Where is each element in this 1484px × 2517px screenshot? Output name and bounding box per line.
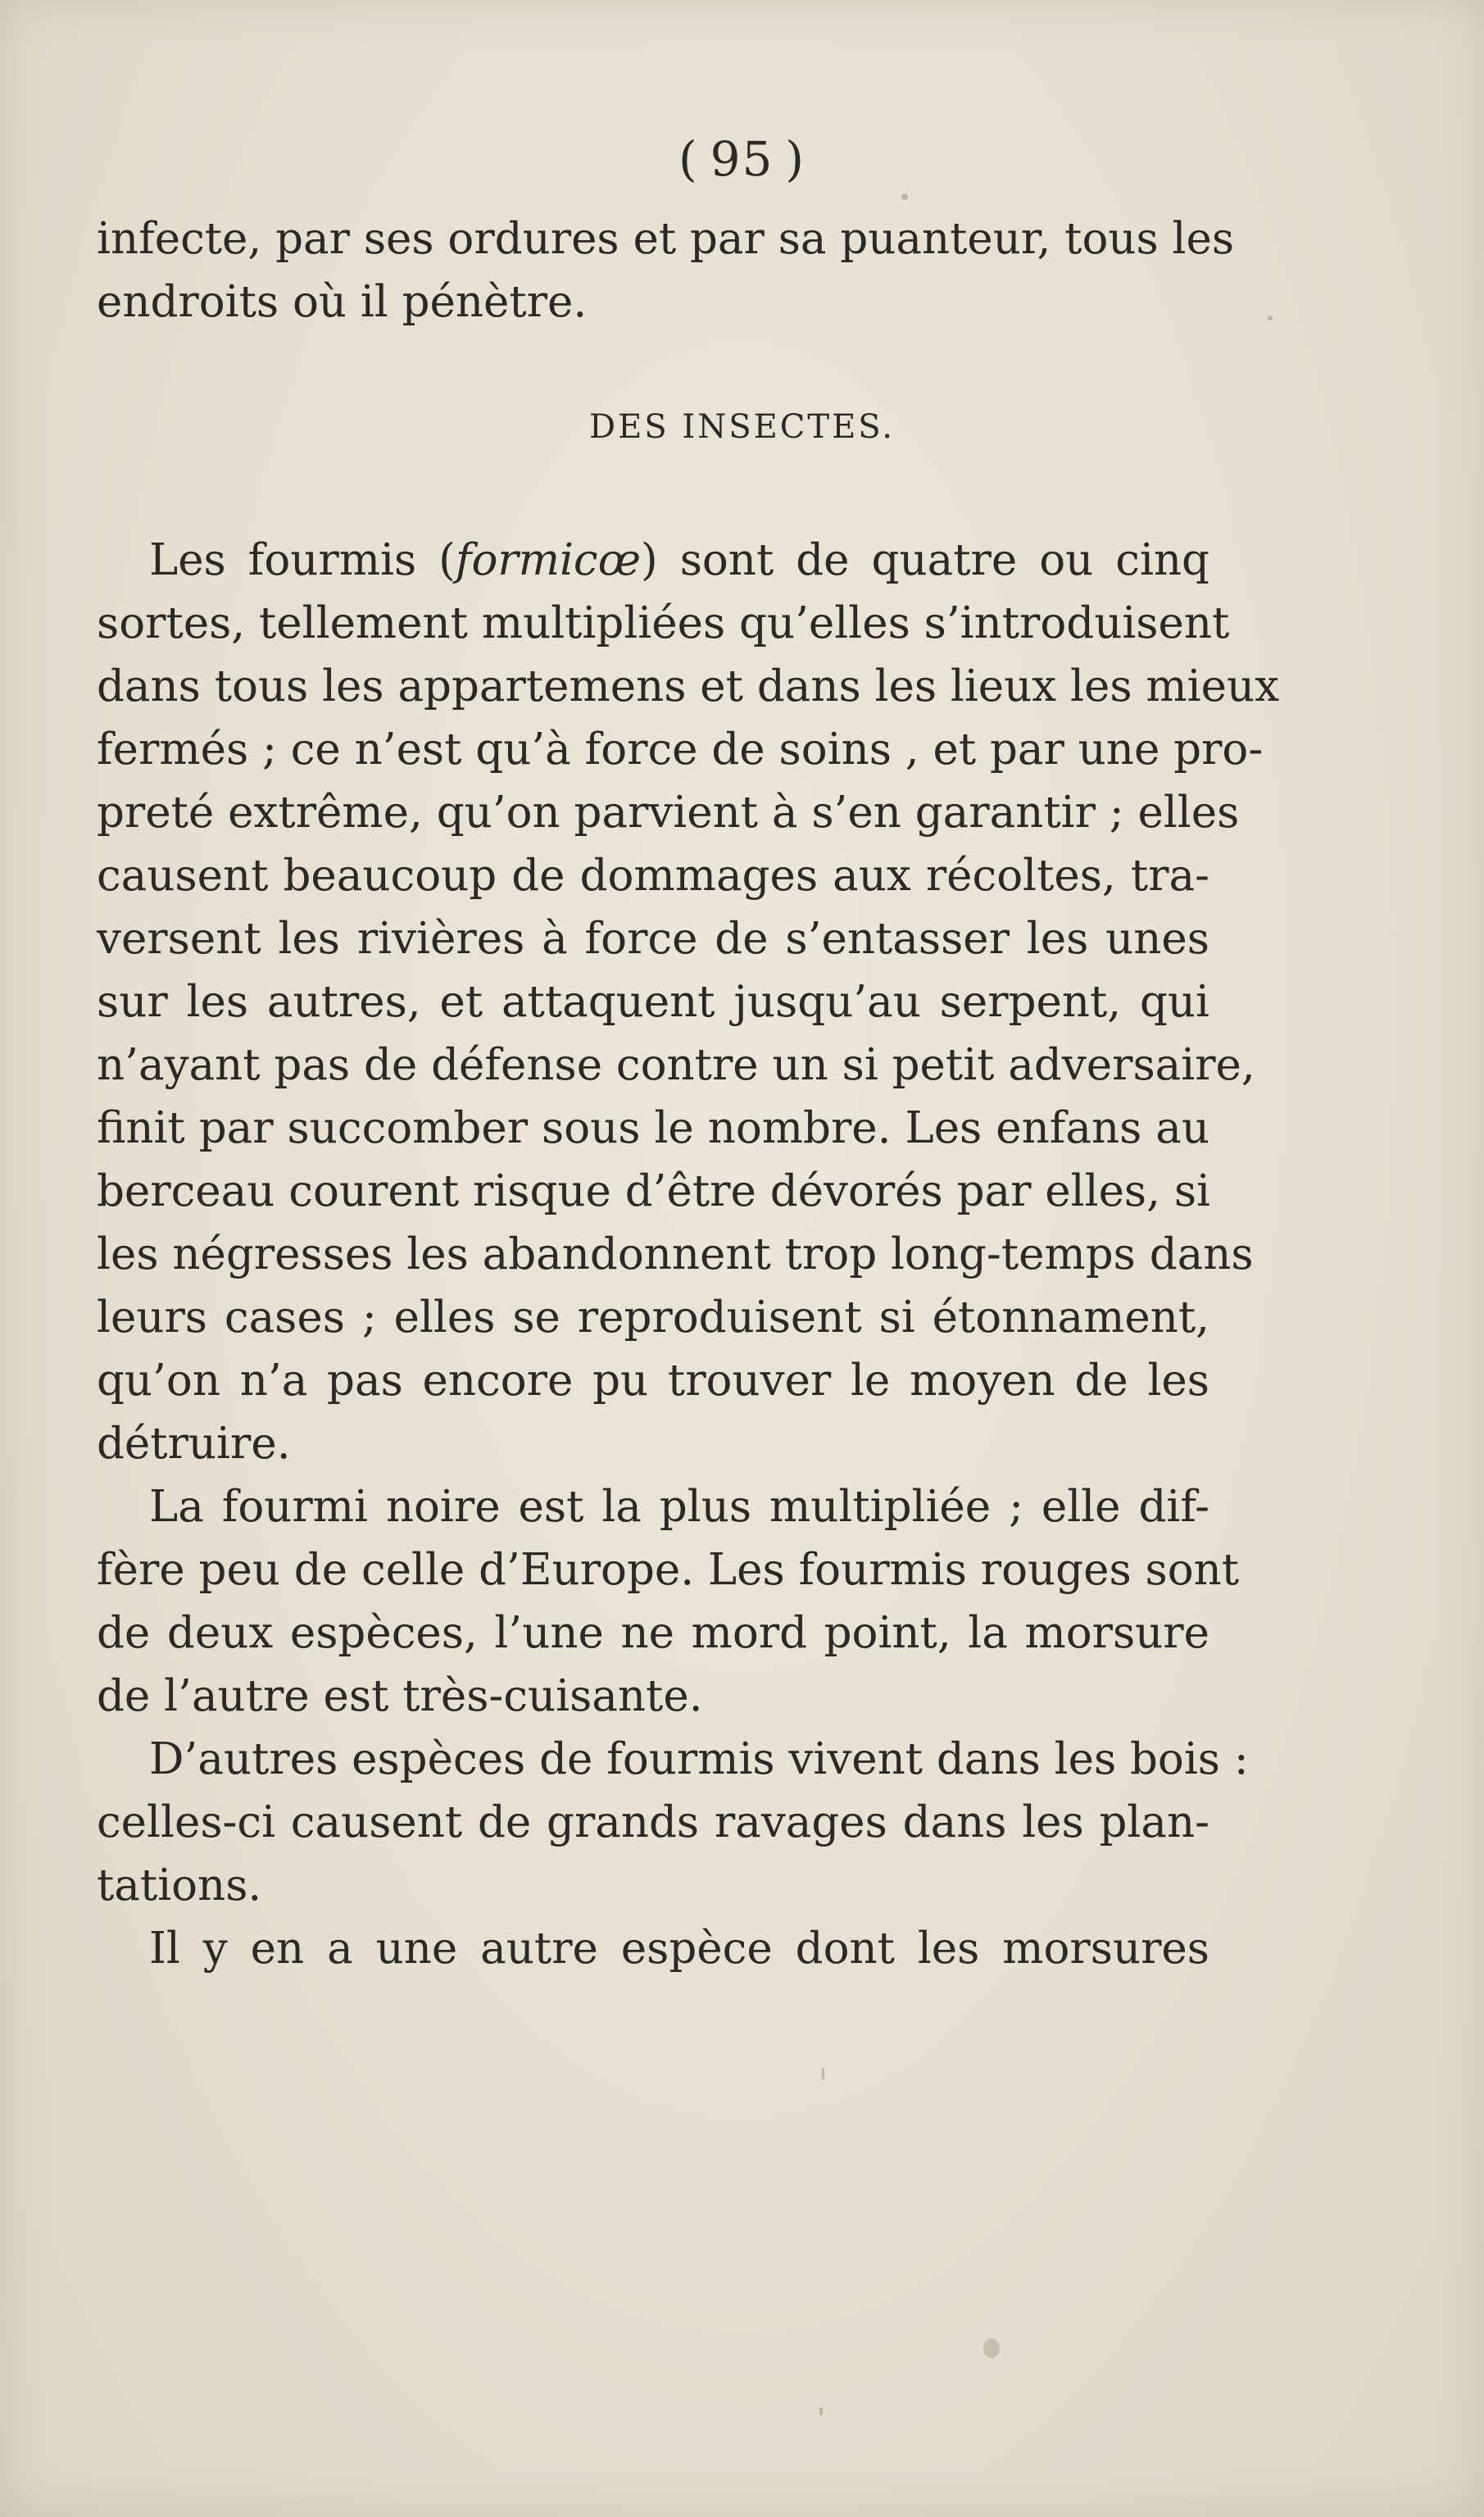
latin-term: formicœ <box>455 535 642 585</box>
text-line: sur les autres, et attaquent jusqu’au serpent, qui <box>97 977 1209 1027</box>
text-line: fermés ; ce n’est qu’à force de soins , et par une pro- <box>97 725 1264 775</box>
text-fragment: ) sont de quatre ou cinq <box>641 535 1209 585</box>
text-line: endroits où il pénètre. <box>97 277 588 327</box>
text-line: qu’on n’a pas encore pu trouver le moyen de les <box>97 1356 1209 1406</box>
text-line: causent beaucoup de dommages aux récoltes, tra- <box>97 851 1209 901</box>
paragraph-first-line: Il y en a une autre espèce dont les morsures <box>149 1924 1209 1974</box>
page-number-close-paren: ) <box>785 131 806 187</box>
section-heading: DES INSECTES. <box>589 408 895 446</box>
text-line: de l’autre est très-cuisante. <box>97 1671 703 1721</box>
text-line: finit par succomber sous le nombre. Les enfans au <box>97 1103 1209 1153</box>
text-line: versent les rivières à force de s’entasser les unes <box>97 914 1209 964</box>
text-line: sortes, tellement multipliées qu’elles s’introduisent <box>97 598 1230 648</box>
paper-speck <box>901 193 908 200</box>
page-number-open-paren: ( <box>678 131 699 187</box>
text-line: leurs cases ; elles se reproduisent si étonnament, <box>97 1293 1209 1343</box>
paper-speck <box>1268 316 1273 320</box>
text-line: détruire. <box>97 1419 291 1469</box>
paper-speck <box>822 2068 824 2079</box>
text-fragment: Les fourmis ( <box>149 535 456 585</box>
text-line: n’ayant pas de défense contre un si petit adversaire, <box>97 1040 1255 1090</box>
paper-speck <box>819 2407 823 2415</box>
paragraph-first-line: D’autres espèces de fourmis vivent dans les bois : <box>149 1734 1249 1784</box>
paper-speck <box>983 2338 1000 2358</box>
text-line: infecte, par ses ordures et par sa puanteur, tous les <box>97 214 1235 264</box>
text-line: dans tous les appartemens et dans les lieux les mieux <box>97 661 1279 711</box>
text-line: fère peu de celle d’Europe. Les fourmis rouges sont <box>97 1545 1240 1595</box>
page-number-value: 95 <box>710 131 774 187</box>
text-line: de deux espèces, l’une ne mord point, la morsure <box>97 1608 1209 1658</box>
text-line: celles-ci causent de grands ravages dans les plan- <box>97 1797 1209 1847</box>
continuation-text <box>97 207 1235 334</box>
main-text <box>97 529 1279 1980</box>
paragraph-first-line: La fourmi noire est la plus multipliée ; elle dif- <box>149 1482 1209 1532</box>
text-line: les négresses les abandonnent trop long-temps dans <box>97 1229 1254 1279</box>
text-line: tations. <box>97 1860 262 1910</box>
page-number <box>0 131 1484 187</box>
paragraph-first-line <box>97 529 1209 592</box>
text-line: berceau courent risque d’être dévorés par elles, si <box>97 1166 1210 1216</box>
text-line: preté extrême, qu’on parvient à s’en garantir ; elles <box>97 788 1240 838</box>
